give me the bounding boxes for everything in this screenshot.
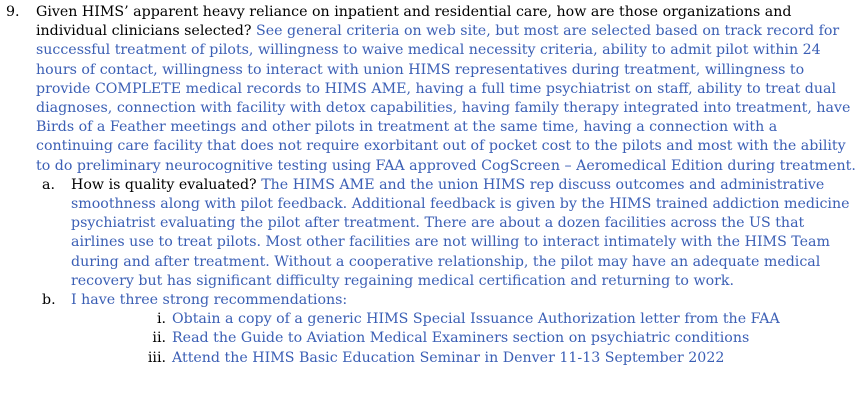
recommendation-1-label: i. xyxy=(156,311,166,328)
subitem-b xyxy=(42,291,858,310)
subitem-b-label: b. xyxy=(42,292,56,309)
recommendation-1-text: Obtain a copy of a generic HIMS Special Issuance Authorization letter from the FAA xyxy=(172,311,780,328)
question-item-9 xyxy=(6,3,858,368)
recommendation-2-label: ii. xyxy=(152,330,166,347)
question-9-text: Given HIMS’ apparent heavy reliance on inpatient and residential care, how are those organizations and individual clinicians selected? xyxy=(36,4,792,40)
recommendation-3-label: iii. xyxy=(147,349,166,366)
recommendation-3-text: Attend the HIMS Basic Education Seminar in Denver 11-13 September 2022 xyxy=(172,349,725,366)
recommendation-1 xyxy=(156,310,858,329)
subitem-b-answer: I have three strong recommendations: xyxy=(71,292,348,309)
subitem-a-question: How is quality evaluated? xyxy=(71,176,257,193)
answer-9-text: See general criteria on web site, but most are selected based on track record for successful treatment of pilots, willingness to waive medical necessity criteria, ability to admit pilot within 24 hours of contact, willingness to interact with union HIMS representatives during treatment, willingness to provide COMPLETE medical records to HIMS AME, having a full time psychiatrist on staff, ability to treat dual diagnoses, connection with facility with detox capabilities, having family therapy integrated into treatment, have Birds of a Feather meetings and other pilots in treatment at the same time, having a connection with a continuing care facility that does not require exorbitant out of pocket cost to the pilots and most with the ability to do preliminary neurocognitive testing using FAA approved CogScreen – Aeromedical Edition during treatment. xyxy=(36,23,856,174)
recommendation-2-text: Read the Guide to Aviation Medical Examiners section on psychiatric conditions xyxy=(172,330,750,347)
question-9-block xyxy=(36,3,858,176)
subitem-a-answer: The HIMS AME and the union HIMS rep discuss outcomes and administrative smoothness along with pilot feedback. Additional feedback is given by the HIMS trained addiction medicine psychiatrist evaluating the pilot after treatment. There are about a dozen facilities across the US that airlines use to treat pilots. Most other facilities are not willing to interact intimately with the HIMS Team during and after treatment. Without a cooperative relationship, the pilot may have an adequate medical recovery but has significant difficulty regaining medical certification and returning to work. xyxy=(71,176,850,289)
item-number: 9. xyxy=(6,4,20,20)
recommendation-2 xyxy=(152,329,858,348)
recommendation-3 xyxy=(147,349,858,368)
subitem-a xyxy=(42,176,858,291)
subitem-a-label: a. xyxy=(42,176,55,193)
